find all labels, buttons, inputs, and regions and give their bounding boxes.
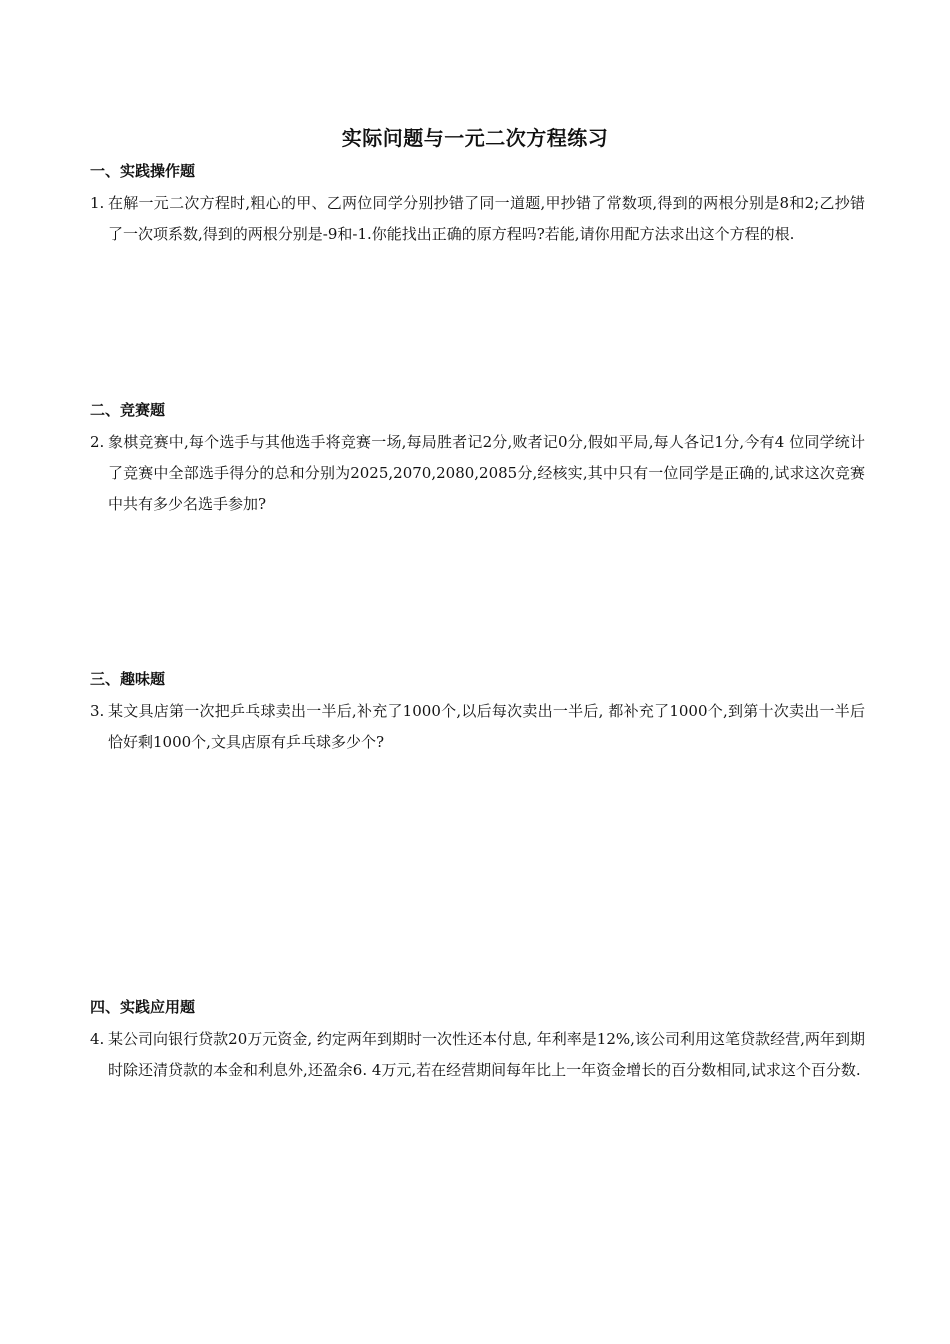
problem-item [90,696,865,758]
section-heading: 三、趣味题 [90,670,166,688]
problem-number: 2. [90,433,105,451]
problem-text: 在解一元二次方程时,粗心的甲、乙两位同学分别抄错了同一道题,甲抄错了常数项,得到的两根分别是8和2;乙抄错了一次项系数,得到的两根分别是-9和-1.你能找出正确的原方程吗?若能,请你用配方法求出这个方程的根. [108,194,865,243]
problem-number: 1. [90,194,105,212]
problem-number: 4. [90,1030,105,1048]
problem-text: 某文具店第一次把乒乓球卖出一半后,补充了1000个,以后每次卖出一半后, 都补充了1000个,到第十次卖出一半后恰好剩1000个,文具店原有乒乓球多少个? [108,702,865,751]
problem-number: 3. [90,702,105,720]
section-practical-operation [90,160,865,250]
problem-text: 某公司向银行贷款20万元资金, 约定两年到期时一次性还本付息, 年利率是12%,该公司利用这笔贷款经营,两年到期时除还清贷款的本金和利息外,还盈余6. 4万元,若在经营期间每年比上一年资金增长的百分数相同,试求这个百分数. [108,1030,865,1079]
problem-item [90,188,865,250]
section-heading: 四、实践应用题 [90,998,196,1016]
section-competition [90,399,865,520]
page-title: 实际问题与一元二次方程练习 [341,126,609,150]
problem-item [90,1024,865,1086]
section-practical-application [90,996,865,1086]
section-fun-problem [90,668,865,758]
section-heading: 二、竞赛题 [90,401,166,419]
problem-item [90,427,865,520]
problem-text: 象棋竞赛中,每个选手与其他选手将竞赛一场,每局胜者记2分,败者记0分,假如平局,每人各记1分,今有4 位同学统计了竞赛中全部选手得分的总和分别为2025,2070,2080,2085分,经核实,其中只有一位同学是正确的,试求这次竞赛中共有多少名选手参加? [108,433,865,513]
section-heading: 一、实践操作题 [90,162,196,180]
